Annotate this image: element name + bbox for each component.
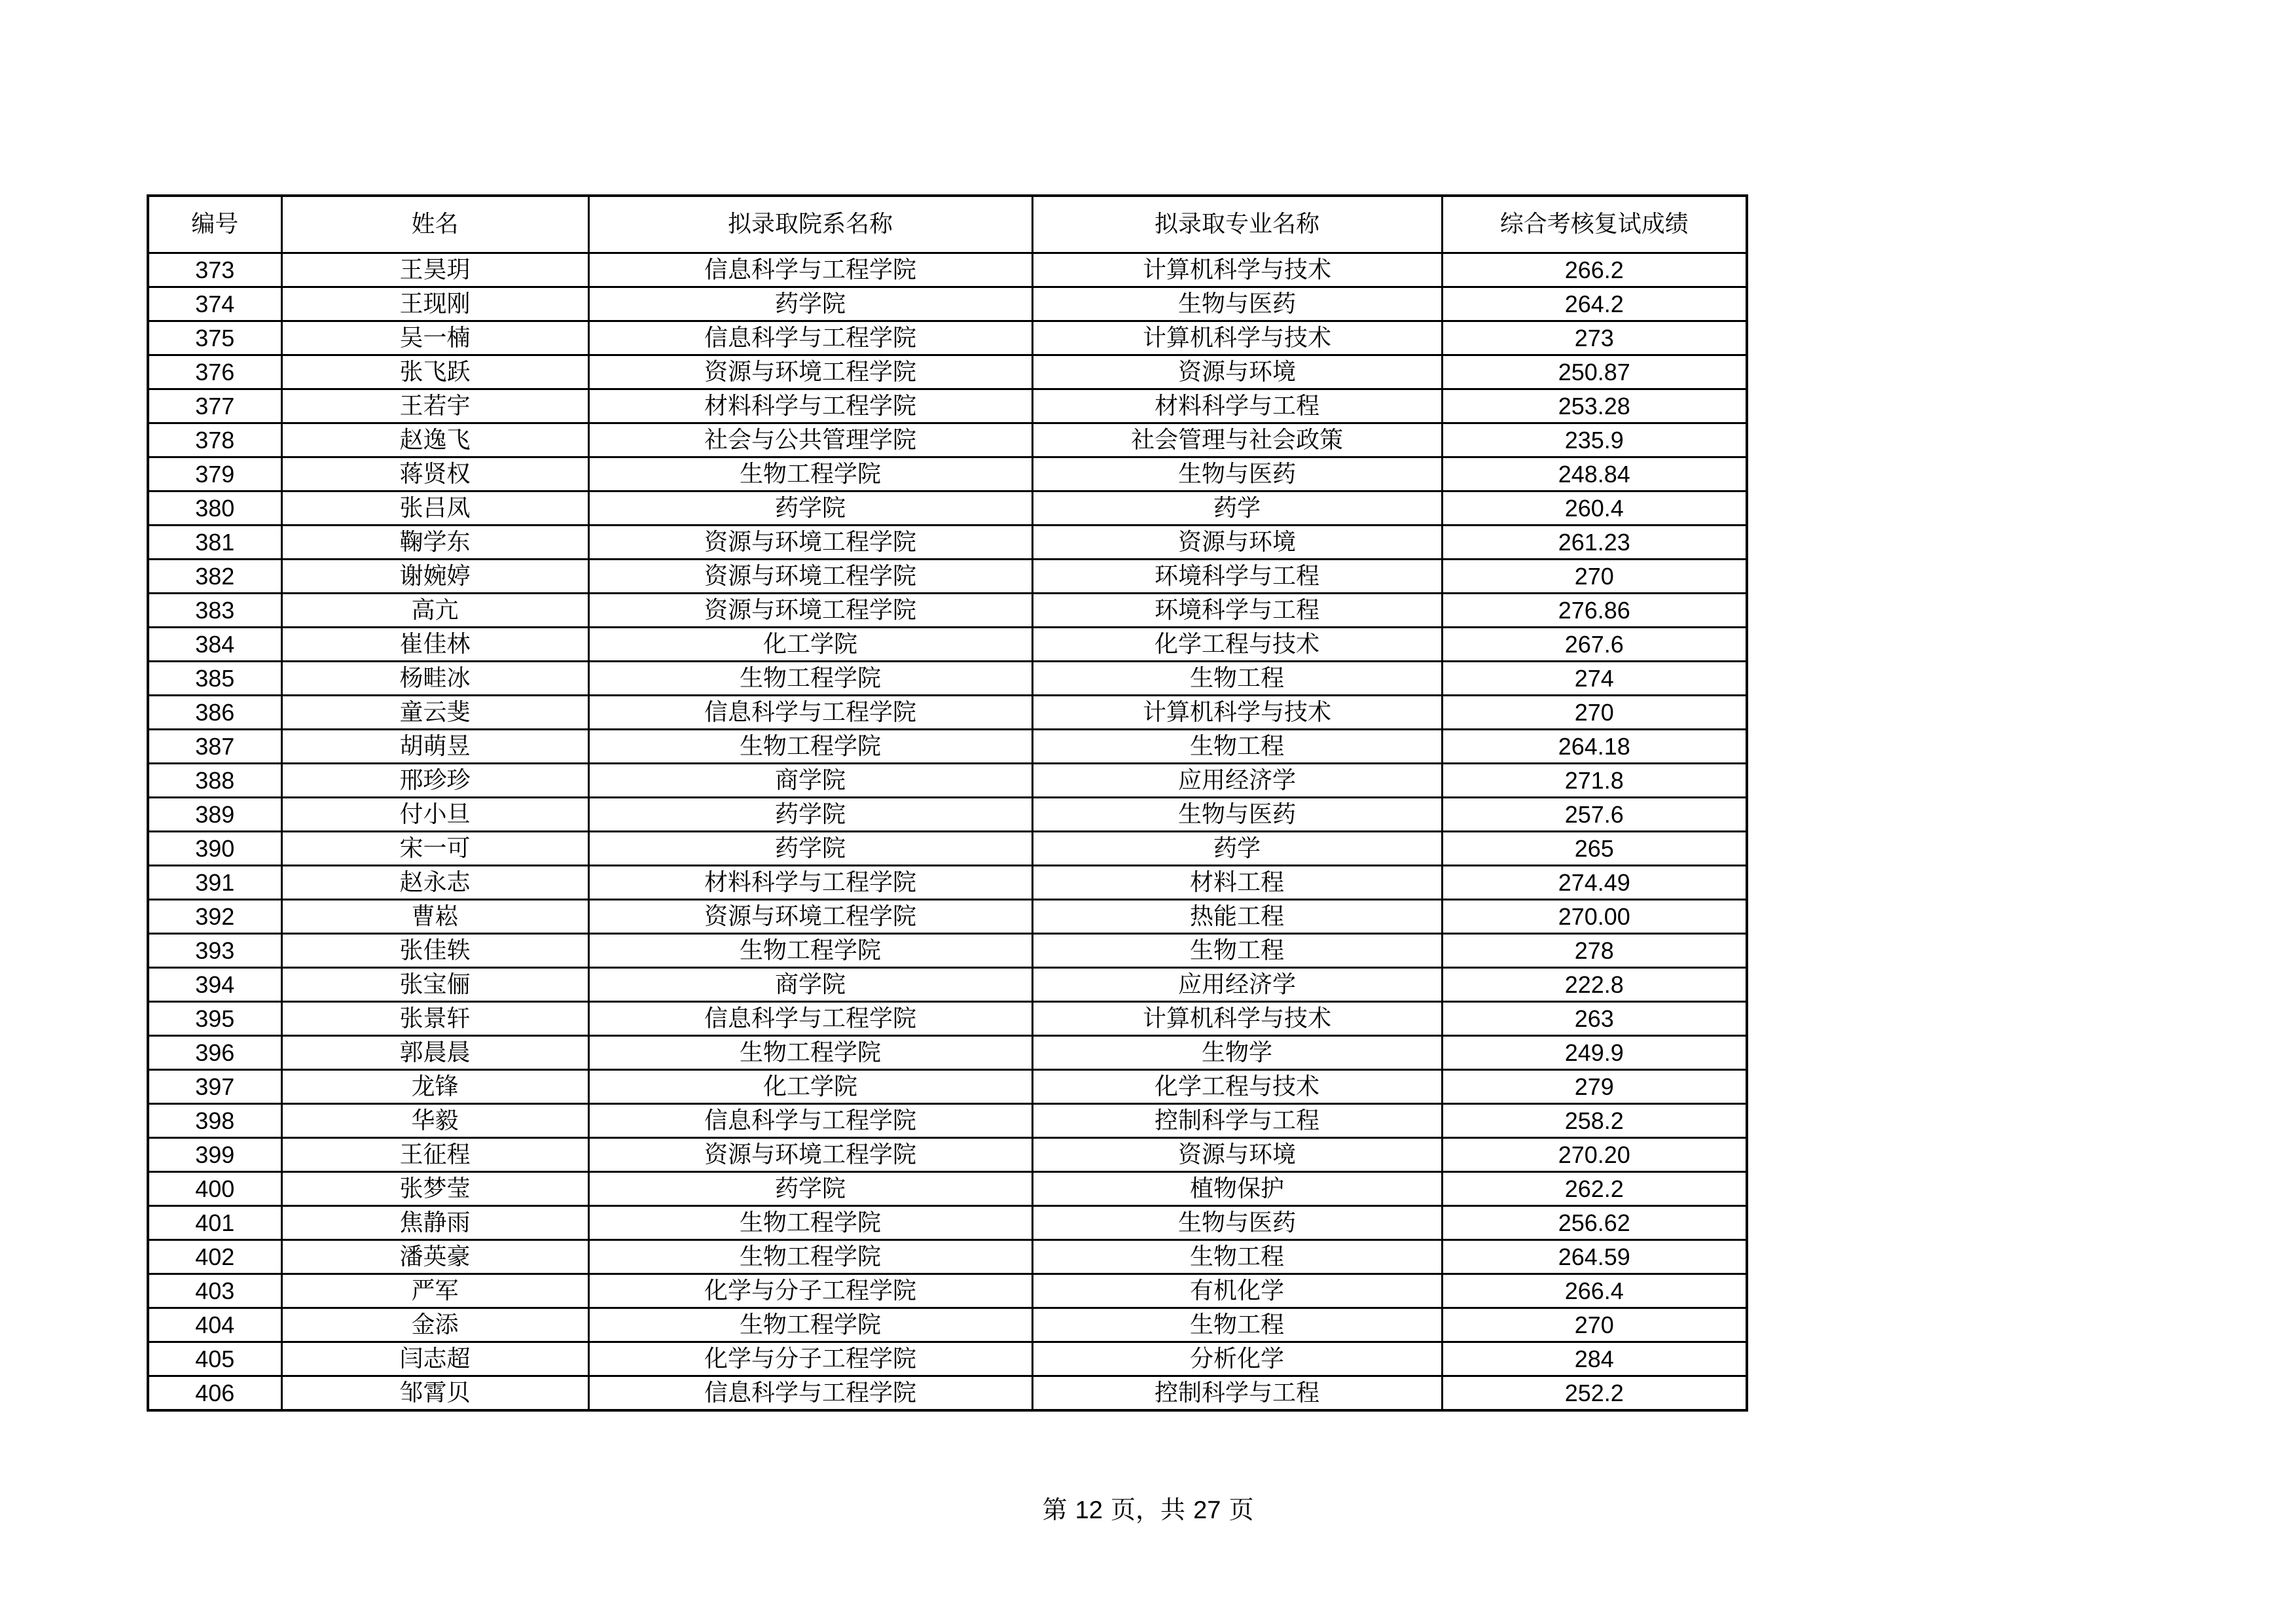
cell-college: 信息科学与工程学院 (588, 1104, 1032, 1138)
cell-score: 264.59 (1442, 1240, 1747, 1274)
cell-score: 264.2 (1442, 287, 1747, 321)
cell-id: 394 (148, 968, 281, 1002)
cell-score: 270.00 (1442, 900, 1747, 934)
cell-score: 271.8 (1442, 764, 1747, 798)
table-row (148, 1002, 1747, 1036)
header-score: 综合考核复试成绩 (1442, 196, 1747, 253)
cell-major: 分析化学 (1032, 1342, 1442, 1376)
cell-id: 402 (148, 1240, 281, 1274)
header-major: 拟录取专业名称 (1032, 196, 1442, 253)
cell-score: 235.9 (1442, 423, 1747, 457)
table-row (148, 798, 1747, 832)
cell-college: 化学与分子工程学院 (588, 1274, 1032, 1308)
cell-score: 222.8 (1442, 968, 1747, 1002)
cell-name: 曹崧 (281, 900, 588, 934)
cell-score: 260.4 (1442, 491, 1747, 526)
cell-college: 生物工程学院 (588, 662, 1032, 696)
cell-name: 郭晨晨 (281, 1036, 588, 1070)
cell-id: 388 (148, 764, 281, 798)
cell-college: 信息科学与工程学院 (588, 321, 1032, 355)
cell-id: 399 (148, 1138, 281, 1172)
cell-id: 400 (148, 1172, 281, 1206)
cell-id: 384 (148, 628, 281, 662)
table-row (148, 287, 1747, 321)
cell-id: 377 (148, 389, 281, 423)
cell-score: 257.6 (1442, 798, 1747, 832)
table-row (148, 1206, 1747, 1240)
table-row (148, 866, 1747, 900)
cell-major: 药学 (1032, 832, 1442, 866)
cell-name: 王征程 (281, 1138, 588, 1172)
cell-college: 药学院 (588, 287, 1032, 321)
cell-score: 270 (1442, 1308, 1747, 1342)
page-footer (0, 1493, 2296, 1527)
cell-score: 279 (1442, 1070, 1747, 1104)
cell-name: 谢婉婷 (281, 560, 588, 594)
cell-score: 284 (1442, 1342, 1747, 1376)
cell-score: 264.18 (1442, 730, 1747, 764)
cell-college: 资源与环境工程学院 (588, 594, 1032, 628)
cell-id: 393 (148, 934, 281, 968)
cell-college: 生物工程学院 (588, 1206, 1032, 1240)
cell-major: 生物工程 (1032, 1240, 1442, 1274)
footer-middle: 页，共 (1110, 1495, 1185, 1524)
table-row (148, 253, 1747, 287)
cell-name: 宋一可 (281, 832, 588, 866)
cell-name: 赵逸飞 (281, 423, 588, 457)
cell-name: 崔佳林 (281, 628, 588, 662)
cell-major: 化学工程与技术 (1032, 628, 1442, 662)
cell-name: 胡萌昱 (281, 730, 588, 764)
cell-name: 童云斐 (281, 696, 588, 730)
table-row (148, 1104, 1747, 1138)
cell-major: 计算机科学与技术 (1032, 253, 1442, 287)
cell-name: 潘英豪 (281, 1240, 588, 1274)
cell-score: 270 (1442, 696, 1747, 730)
table-row (148, 832, 1747, 866)
cell-college: 生物工程学院 (588, 934, 1032, 968)
table-header (148, 196, 1747, 253)
cell-major: 资源与环境 (1032, 355, 1442, 389)
cell-major: 社会管理与社会政策 (1032, 423, 1442, 457)
cell-college: 生物工程学院 (588, 457, 1032, 491)
footer-current-page: 12 (1075, 1497, 1103, 1524)
cell-score: 249.9 (1442, 1036, 1747, 1070)
footer-total-pages: 27 (1193, 1497, 1221, 1524)
cell-name: 龙锋 (281, 1070, 588, 1104)
cell-score: 270 (1442, 560, 1747, 594)
cell-college: 商学院 (588, 968, 1032, 1002)
table-row (148, 1376, 1747, 1411)
cell-major: 计算机科学与技术 (1032, 321, 1442, 355)
cell-id: 386 (148, 696, 281, 730)
cell-college: 化工学院 (588, 628, 1032, 662)
cell-major: 生物工程 (1032, 662, 1442, 696)
cell-college: 药学院 (588, 1172, 1032, 1206)
cell-name: 蒋贤权 (281, 457, 588, 491)
cell-score: 248.84 (1442, 457, 1747, 491)
cell-major: 计算机科学与技术 (1032, 696, 1442, 730)
cell-id: 387 (148, 730, 281, 764)
cell-name: 张吕凤 (281, 491, 588, 526)
cell-major: 生物工程 (1032, 730, 1442, 764)
cell-major: 环境科学与工程 (1032, 560, 1442, 594)
cell-name: 高亢 (281, 594, 588, 628)
table-row (148, 968, 1747, 1002)
cell-score: 273 (1442, 321, 1747, 355)
cell-college: 生物工程学院 (588, 1036, 1032, 1070)
cell-score: 266.2 (1442, 253, 1747, 287)
cell-id: 383 (148, 594, 281, 628)
cell-college: 信息科学与工程学院 (588, 696, 1032, 730)
table-row (148, 594, 1747, 628)
cell-name: 邹霄贝 (281, 1376, 588, 1411)
table-row (148, 628, 1747, 662)
table-row (148, 526, 1747, 560)
cell-college: 药学院 (588, 832, 1032, 866)
cell-score: 253.28 (1442, 389, 1747, 423)
cell-score: 250.87 (1442, 355, 1747, 389)
cell-college: 信息科学与工程学院 (588, 1376, 1032, 1411)
cell-name: 焦静雨 (281, 1206, 588, 1240)
cell-major: 生物与医药 (1032, 457, 1442, 491)
cell-name: 张景轩 (281, 1002, 588, 1036)
cell-id: 385 (148, 662, 281, 696)
cell-name: 赵永志 (281, 866, 588, 900)
cell-id: 396 (148, 1036, 281, 1070)
table-row (148, 560, 1747, 594)
cell-score: 266.4 (1442, 1274, 1747, 1308)
table-row (148, 1240, 1747, 1274)
cell-major: 材料科学与工程 (1032, 389, 1442, 423)
table-row (148, 934, 1747, 968)
footer-prefix: 第 (1042, 1495, 1067, 1524)
table-row (148, 1070, 1747, 1104)
cell-name: 张梦莹 (281, 1172, 588, 1206)
cell-college: 药学院 (588, 798, 1032, 832)
cell-major: 热能工程 (1032, 900, 1442, 934)
cell-name: 杨畦冰 (281, 662, 588, 696)
cell-id: 382 (148, 560, 281, 594)
header-college: 拟录取院系名称 (588, 196, 1032, 253)
cell-major: 植物保护 (1032, 1172, 1442, 1206)
cell-major: 材料工程 (1032, 866, 1442, 900)
table-row (148, 1342, 1747, 1376)
cell-name: 张佳轶 (281, 934, 588, 968)
table-row (148, 764, 1747, 798)
header-id: 编号 (148, 196, 281, 253)
cell-college: 材料科学与工程学院 (588, 389, 1032, 423)
table-row (148, 730, 1747, 764)
cell-id: 397 (148, 1070, 281, 1104)
table-row (148, 1172, 1747, 1206)
cell-score: 252.2 (1442, 1376, 1747, 1411)
cell-score: 274.49 (1442, 866, 1747, 900)
cell-major: 生物工程 (1032, 1308, 1442, 1342)
cell-id: 379 (148, 457, 281, 491)
cell-college: 资源与环境工程学院 (588, 355, 1032, 389)
table-row (148, 1138, 1747, 1172)
cell-score: 261.23 (1442, 526, 1747, 560)
table-row (148, 423, 1747, 457)
cell-name: 鞠学东 (281, 526, 588, 560)
cell-major: 控制科学与工程 (1032, 1376, 1442, 1411)
cell-name: 王现刚 (281, 287, 588, 321)
cell-major: 资源与环境 (1032, 1138, 1442, 1172)
cell-major: 药学 (1032, 491, 1442, 526)
table-row (148, 389, 1747, 423)
cell-id: 404 (148, 1308, 281, 1342)
cell-score: 270.20 (1442, 1138, 1747, 1172)
cell-major: 生物工程 (1032, 934, 1442, 968)
cell-name: 邢珍珍 (281, 764, 588, 798)
table-row (148, 491, 1747, 526)
cell-score: 276.86 (1442, 594, 1747, 628)
cell-college: 资源与环境工程学院 (588, 526, 1032, 560)
table-row (148, 1274, 1747, 1308)
cell-college: 生物工程学院 (588, 1308, 1032, 1342)
table-row (148, 321, 1747, 355)
table-row (148, 662, 1747, 696)
cell-college: 材料科学与工程学院 (588, 866, 1032, 900)
table-row (148, 1308, 1747, 1342)
cell-major: 控制科学与工程 (1032, 1104, 1442, 1138)
table-row (148, 355, 1747, 389)
cell-name: 王昊玥 (281, 253, 588, 287)
cell-college: 信息科学与工程学院 (588, 1002, 1032, 1036)
footer-suffix: 页 (1229, 1495, 1254, 1524)
cell-score: 278 (1442, 934, 1747, 968)
cell-college: 商学院 (588, 764, 1032, 798)
cell-score: 265 (1442, 832, 1747, 866)
cell-major: 计算机科学与技术 (1032, 1002, 1442, 1036)
cell-name: 吴一楠 (281, 321, 588, 355)
cell-id: 403 (148, 1274, 281, 1308)
cell-id: 398 (148, 1104, 281, 1138)
header-row (148, 196, 1747, 253)
cell-major: 生物与医药 (1032, 287, 1442, 321)
header-name: 姓名 (281, 196, 588, 253)
cell-id: 391 (148, 866, 281, 900)
cell-score: 262.2 (1442, 1172, 1747, 1206)
cell-id: 376 (148, 355, 281, 389)
cell-college: 资源与环境工程学院 (588, 560, 1032, 594)
cell-id: 395 (148, 1002, 281, 1036)
cell-major: 资源与环境 (1032, 526, 1442, 560)
cell-college: 资源与环境工程学院 (588, 900, 1032, 934)
cell-id: 389 (148, 798, 281, 832)
cell-id: 374 (148, 287, 281, 321)
cell-major: 生物与医药 (1032, 798, 1442, 832)
cell-name: 严军 (281, 1274, 588, 1308)
table-row (148, 696, 1747, 730)
cell-college: 化学与分子工程学院 (588, 1342, 1032, 1376)
cell-name: 张宝俪 (281, 968, 588, 1002)
cell-college: 化工学院 (588, 1070, 1032, 1104)
cell-score: 258.2 (1442, 1104, 1747, 1138)
cell-id: 381 (148, 526, 281, 560)
cell-id: 405 (148, 1342, 281, 1376)
cell-name: 张飞跃 (281, 355, 588, 389)
cell-name: 付小旦 (281, 798, 588, 832)
table-row (148, 900, 1747, 934)
cell-id: 378 (148, 423, 281, 457)
cell-name: 华毅 (281, 1104, 588, 1138)
cell-major: 生物学 (1032, 1036, 1442, 1070)
cell-major: 生物与医药 (1032, 1206, 1442, 1240)
table-body (148, 253, 1747, 1411)
cell-name: 王若宇 (281, 389, 588, 423)
cell-score: 267.6 (1442, 628, 1747, 662)
cell-college: 资源与环境工程学院 (588, 1138, 1032, 1172)
cell-name: 金添 (281, 1308, 588, 1342)
cell-major: 化学工程与技术 (1032, 1070, 1442, 1104)
cell-college: 社会与公共管理学院 (588, 423, 1032, 457)
cell-id: 401 (148, 1206, 281, 1240)
cell-college: 生物工程学院 (588, 730, 1032, 764)
cell-id: 392 (148, 900, 281, 934)
cell-id: 380 (148, 491, 281, 526)
cell-major: 应用经济学 (1032, 968, 1442, 1002)
cell-major: 有机化学 (1032, 1274, 1442, 1308)
cell-name: 闫志超 (281, 1342, 588, 1376)
table-row (148, 1036, 1747, 1070)
cell-college: 药学院 (588, 491, 1032, 526)
cell-college: 生物工程学院 (588, 1240, 1032, 1274)
cell-id: 375 (148, 321, 281, 355)
admission-table (147, 194, 1748, 1412)
cell-major: 环境科学与工程 (1032, 594, 1442, 628)
cell-score: 274 (1442, 662, 1747, 696)
cell-id: 390 (148, 832, 281, 866)
cell-college: 信息科学与工程学院 (588, 253, 1032, 287)
cell-id: 373 (148, 253, 281, 287)
cell-score: 263 (1442, 1002, 1747, 1036)
cell-major: 应用经济学 (1032, 764, 1442, 798)
table-row (148, 457, 1747, 491)
cell-score: 256.62 (1442, 1206, 1747, 1240)
cell-id: 406 (148, 1376, 281, 1411)
